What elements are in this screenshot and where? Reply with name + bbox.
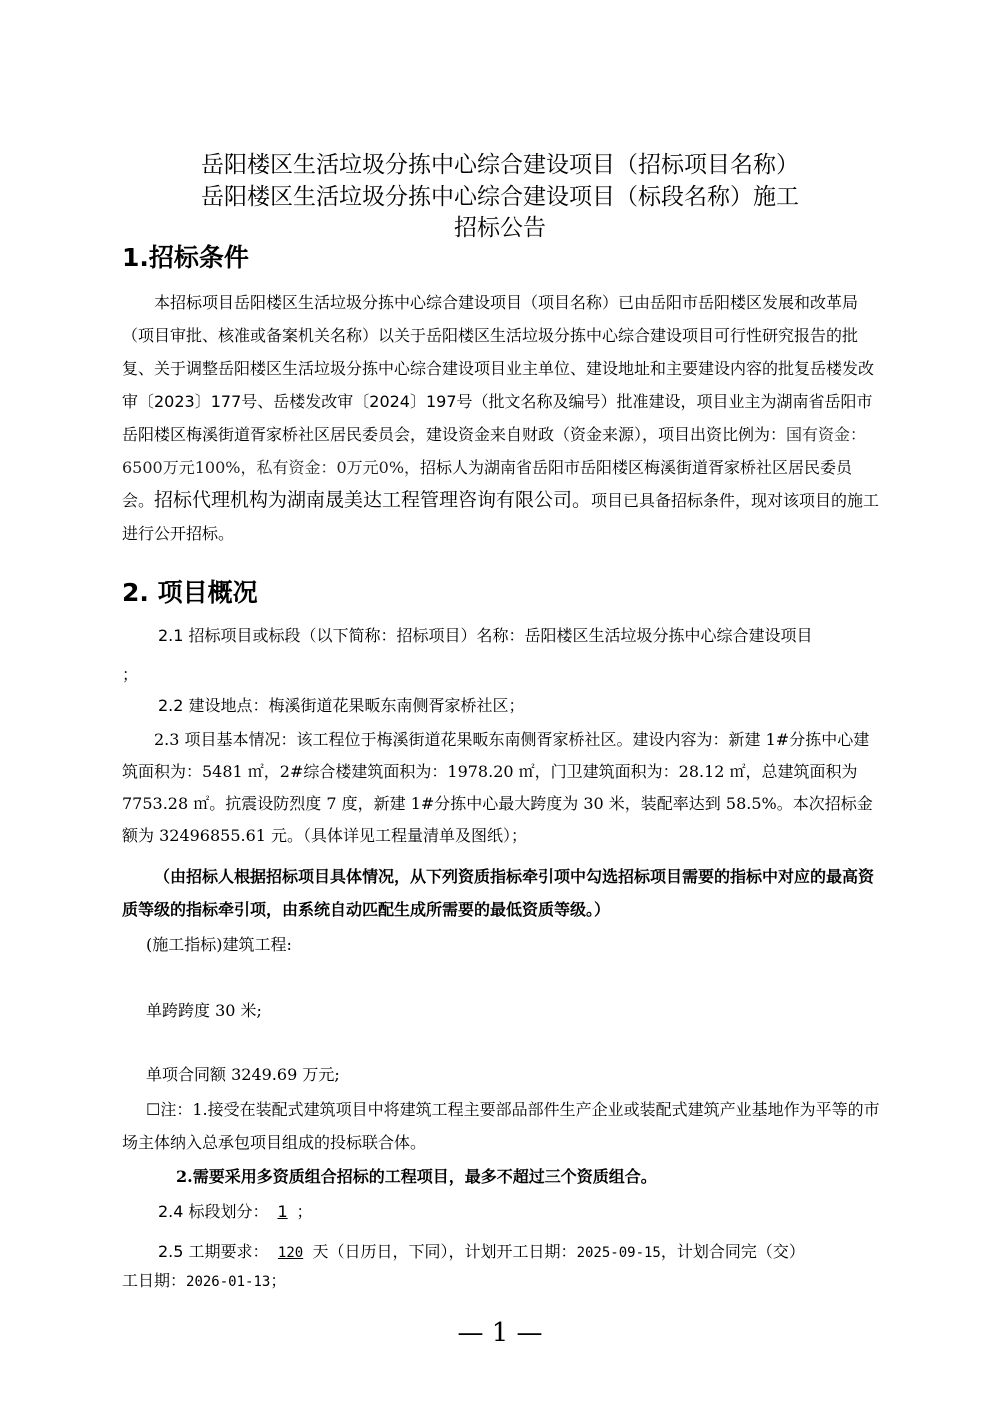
item-2-5-label: 2.5 工期要求： xyxy=(158,1242,269,1261)
item-2-5-mid2: ，计划合同完（交） xyxy=(660,1242,805,1261)
section1-text-d: 招标代理机构为湖南晟美达工程管理咨询有限公司。 xyxy=(154,489,592,511)
section1-text-b: 国有资金：6500万元100%，私有资金：0万元0%， xyxy=(122,425,867,477)
item-2-5-mid: 天（日历日，下同），计划开工日期： xyxy=(312,1242,577,1261)
item-2-5-end: 2026-01-13 xyxy=(186,1274,271,1290)
note-2: 2.需要采用多资质组合招标的工程项目，最多不超过三个资质组合。 xyxy=(176,1167,657,1186)
item-2-5-start: 2025-09-15 xyxy=(576,1245,661,1261)
item-2-4-value: 1 xyxy=(277,1202,288,1221)
title-line-1: 岳阳楼区生活垃圾分拣中心综合建设项目（招标项目名称） xyxy=(201,152,799,178)
item-2-5-line2 xyxy=(122,1268,286,1291)
section2-heading: 2. 项目概况 xyxy=(122,578,258,607)
item-2-1-label: 2.1 招标项目或标段（以下简称：招标项目）名称： xyxy=(158,626,525,645)
title-line-3: 招标公告 xyxy=(454,215,546,241)
item-2-1 xyxy=(158,623,813,646)
item-2-5-label2: 工日期： xyxy=(122,1271,187,1290)
section1-text-c: 招标人为湖南省岳阳市岳阳楼区梅溪街道胥家桥社区居民委员会。 xyxy=(122,458,853,510)
title-line-2: 岳阳楼区生活垃圾分拣中心综合建设项目（标段名称）施工 xyxy=(201,184,799,210)
item-2-4 xyxy=(158,1199,313,1222)
contract-label: 单项合同额 3249.69 万元; xyxy=(146,1065,340,1084)
section1-heading: 1.招标条件 xyxy=(122,243,249,272)
index-label: (施工指标)建筑工程: xyxy=(146,935,292,954)
item-2-1-tail: ； xyxy=(122,665,139,684)
item-2-3 xyxy=(122,724,882,852)
note-1 xyxy=(122,1093,882,1159)
item-2-5-days: 120 xyxy=(277,1245,304,1261)
qualification-note xyxy=(122,860,882,926)
note-1-text: ☐注：1.接受在装配式建筑项目中将建筑工程主要部品部件生产企业或装配式建筑产业基地作为平等的市场主体纳入总承包项目组成的投标联合体。 xyxy=(122,1100,880,1152)
item-2-4-label: 2.4 标段划分： xyxy=(158,1202,269,1221)
item-2-2: 2.2 建设地点：梅溪街道花果畈东南侧胥家桥社区； xyxy=(158,696,525,715)
span-label: 单跨跨度 30 米; xyxy=(146,1001,262,1020)
section1-text-e: 项目已具备招标条件，现对该项目的施工进行公开招标。 xyxy=(122,491,880,543)
section1-paragraph xyxy=(122,286,882,550)
page-number: — 1 — xyxy=(457,1318,543,1348)
item-2-1-value: 岳阳楼区生活垃圾分拣中心综合建设项目 xyxy=(524,626,813,645)
item-2-5-tail: ； xyxy=(270,1271,287,1290)
section1-text-a: 本招标项目岳阳楼区生活垃圾分拣中心综合建设项目（项目名称）已由岳阳市岳阳楼区发展和改革局（项目审批、核准或备案机关名称）以关于岳阳楼区生活垃圾分拣中心综合建设项目可行性研究报告的批复、关于调整岳阳楼区生活垃圾分拣中心综合建设项目业主单位、建设地址和主要建设内容的批复岳楼发改审〔2023〕177号、岳楼发改审〔2024〕197号（批文名称及编号）批准建设，项目业主为湖南省岳阳市岳阳楼区梅溪街道胥家桥社区居民委员会，建设资金来自财政（资金来源），项目出资比例为： xyxy=(122,293,875,444)
item-2-3-text: 2.3 项目基本情况：该工程位于梅溪街道花果畈东南侧胥家桥社区。建设内容为：新建 1#分拣中心建筑面积为：5481 ㎡，2#综合楼建筑面积为：1978.20 ㎡，门卫建筑面积为：28.12 ㎡，总建筑面积为 7753.28 ㎡。抗震设防烈度 7 度，新建 1#分拣中心最大跨度为 30 米，装配率达到 58.5%。本次招标金额为 32496855.61 元。（具体详见工程量清单及图纸）； xyxy=(122,730,873,845)
qualification-note-text: （由招标人根据招标项目具体情况，从下列资质指标牵引项中勾选招标项目需要的指标中对应的最高资质等级的指标牵引项，由系统自动匹配生成所需要的最低资质等级。） xyxy=(122,867,875,919)
item-2-5 xyxy=(158,1239,805,1262)
item-2-4-tail: ； xyxy=(296,1202,313,1221)
